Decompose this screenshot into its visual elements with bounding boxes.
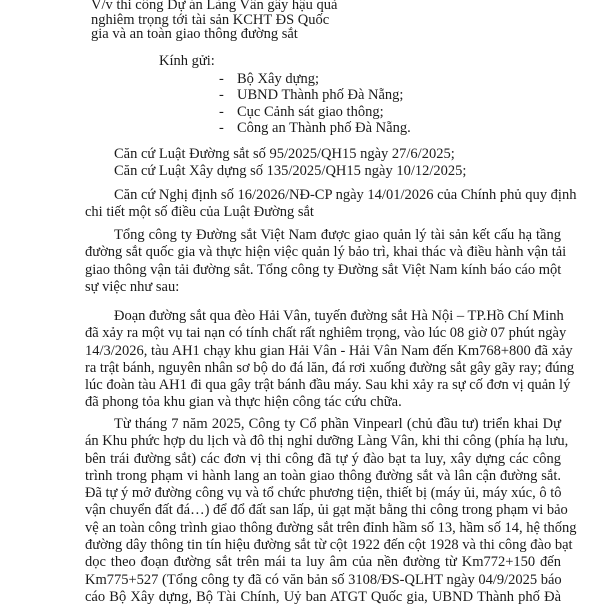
text-line: Tổng công ty Đường sắt Việt Nam được giao quản lý tài sản kết cấu hạ tầng [114, 227, 561, 243]
list-dash: - [219, 119, 224, 136]
text-line: vận chuyển đất đá…) để đổ đất san lấp, ủi gạt mặt bằng thi công trong phạm vi bảo [85, 502, 568, 519]
list-dash: - [219, 103, 224, 120]
text-line: đã xảy ra một vụ tai nạn có tính chất rất nghiêm trọng, vào lúc 08 giờ 07 phút ngày [85, 325, 567, 342]
legal-basis-3 [85, 187, 577, 222]
salutation: Kính gửi: [159, 53, 215, 69]
list-dash: - [219, 71, 224, 87]
recipient: Công an Thành phố Đà Nẵng. [237, 119, 411, 136]
legal-basis-2 [85, 163, 561, 180]
text-line: đường sắt quốc gia và thực hiện việc quản lý bảo trì, khai thác và điều hành vận tải [85, 244, 567, 261]
text-line: Căn cứ Nghị định số 16/2026/NĐ-CP ngày 14/01/2026 của Chính phủ quy định [114, 187, 577, 203]
text-line: đường dây thông tin tín hiệu đường sắt từ cột 1922 đến cột 1928 và thi công đào bạt [85, 537, 573, 554]
text-line: Km775+527 (Tổng công ty đã có văn bản số 3108/ĐS-QLHT ngày 04/9/2025 báo [85, 571, 562, 588]
text-line: bên trái đường sắt) các đơn vị thi công đã tự ý đào bạt ta luy, xây dựng các công [85, 450, 561, 467]
text-line: giao thông vận tải đường sắt. Tổng công ty Đường sắt Việt Nam kính báo cáo một [85, 261, 562, 278]
text-line: 14/3/2026, tàu AH1 chạy khu gian Hải Vân - Hải Vân Nam đến Km768+800 đã xảy [85, 342, 573, 359]
paragraph-intro [85, 227, 567, 296]
recipient-list [219, 71, 411, 136]
subject-line: V/v thi công Dự án Làng Vân gây hậu quả [91, 0, 338, 13]
text-line: Từ tháng 7 năm 2025, Công ty Cổ phần Vinpearl (chủ đầu tư) triển khai Dự [114, 416, 561, 432]
legal-basis-1 [85, 146, 561, 163]
text-line: Căn cứ Luật Xây dựng số 135/2025/QH15 ngày 10/12/2025; [114, 163, 467, 179]
text-line: Đoạn đường sắt qua đèo Hải Vân, tuyến đường sắt Hà Nội – TP.Hồ Chí Minh [114, 308, 564, 324]
text-line: Căn cứ Luật Đường sắt số 95/2025/QH15 ngày 27/6/2025; [114, 146, 455, 162]
text-line: vệ an toàn công trình giao thông đường sắt trên đỉnh hầm số 13, hầm số 14, hệ thống [85, 519, 577, 536]
text-line: dọc theo đoạn đường sắt trên mái ta luy âm của nền đường từ Km772+150 đến [85, 554, 561, 571]
text-line: ra trật bánh, nguyên nhân sơ bộ do đá lăn, đá rơi xuống đường sắt gây gãy ray; đúng [85, 359, 575, 376]
recipient: Cục Cảnh sát giao thông; [237, 103, 384, 120]
text-line: lúc đoàn tàu AH1 đi qua gây trật bánh đầu máy. Sau khi xảy ra sự cố đơn vị quản lý [85, 377, 571, 394]
text-line: Đã tự ý mở đường công vụ và tổ chức phương tiện, thiết bị (máy ủi, máy xúc, ô tô [85, 485, 562, 502]
subject-line: nghiêm trọng tới tài sản KCHT ĐS Quốc [91, 11, 330, 28]
text-line: án Khu phức hợp du lịch và đô thị nghỉ dưỡng Làng Vân, khi thi công (phía hạ lưu, [85, 433, 569, 450]
subject-line: gia và an toàn giao thông đường sắt [91, 26, 298, 42]
paragraph-incident [85, 308, 575, 412]
text-line: đã phong tỏa khu gian và thực hiện công tác cứu chữa. [85, 394, 402, 411]
text-line: chi tiết một số điều của Luật Đường sắt [85, 204, 314, 221]
text-line: cáo Bộ Xây dựng, Bộ Tài Chính, Uỷ ban ATGT Quốc gia, UBND Thành phố Đà [85, 588, 561, 605]
list-dash: - [219, 87, 224, 104]
recipient: Bộ Xây dựng; [237, 71, 319, 87]
paragraph-construction [85, 416, 577, 606]
document-subject [91, 0, 338, 42]
text-line: trình trong phạm vi hành lang an toàn giao thông đường sắt và lân cận đường sắt. [85, 467, 561, 484]
recipient: UBND Thành phố Đà Nẵng; [237, 87, 404, 104]
text-line: sự việc như sau: [85, 278, 180, 295]
